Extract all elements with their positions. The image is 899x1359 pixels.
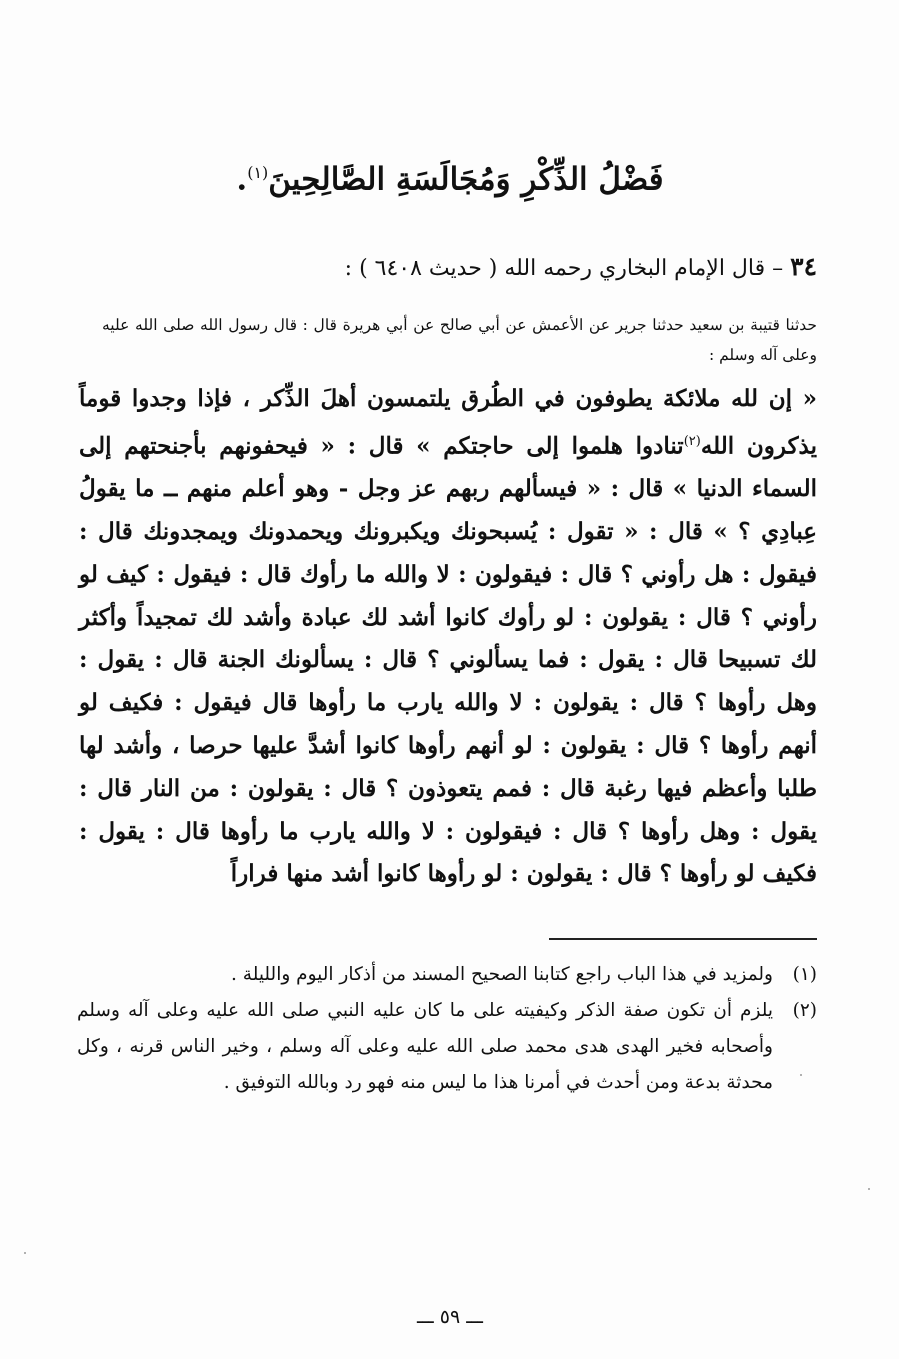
footnotes (77, 957, 817, 1101)
scan-speck (800, 1074, 802, 1076)
title-footnote-ref: (١) (247, 163, 269, 182)
footnote-text: ولمزيد في هذا الباب راجع كتابنا الصحيح المسند من أذكار اليوم والليلة . (231, 964, 773, 985)
page-number: ـــ ٥٩ ـــ (417, 1306, 483, 1328)
footnote-1 (77, 957, 817, 993)
matn-text-part2: تنادوا هلموا إلى حاجتكم » قال : « فيحفونهم بأجنحتهم إلى السماء الدنيا » قال : « فيسألهم ربهم عز وجل - وهو أعلم منهم ــ ما يقولُ عِبادِي ؟ » قال : « تقول : يُسبحونك ويكبرونك ويحمدونك ويمجدونك قال : فيقول : هل رأوني ؟ قال : فيقولون : لا والله ما رأوك قال : فيقول : كيف لو رأوني ؟ قال : يقولون : لو رأوك كانوا أشد لك عبادة وأشد لك تمجيداً وأكثر لك تسبيحا قال : يقول : فما يسألوني ؟ قال : يسألونك الجنة قال : يقول : وهل رأوها ؟ قال : يقولون : لا والله يارب ما رأوها قال فيقول : فكيف لو أنهم رأوها ؟ قال : يقولون : لو أنهم رأوها كانوا أشدَّ عليها حرصا ، وأشد لها طلبا وأعظم فيها رغبة قال : فمم يتعوذون ؟ قال : يقولون : من النار قال : يقول : وهل رأوها ؟ قال : فيقولون : لا والله يارب ما رأوها قال : يقول : فكيف لو رأوها ؟ قال : يقولون : لو رأوها كانوا أشد منها فراراً (79, 432, 817, 888)
footnote-text: يلزم أن تكون صفة الذكر وكيفيته على ما كان عليه النبي صلى الله عليه وعلى آله وسلم وأصحابه فخير الهدى هدى محمد صلى الله عليه وعلى آله وسلم ، وخير الناس قرنه ، وكل محدثة بدعة ومن أحدث في أمرنا هذا ما ليس منه فهو رد وبالله التوفيق . (77, 1000, 773, 1093)
matn-text-part1: « إن لله ملائكة يطوفون في الطُرق يلتمسون أهلَ الذِّكر ، فإذا وجدوا قوماً يذكرون الله (79, 385, 817, 460)
scan-speck (868, 1188, 870, 1190)
footnote-separator (549, 938, 817, 940)
hadith-isnad: حدثنا قتيبة بن سعيد حدثنا جرير عن الأعمش عن أبي صالح عن أبي هريرة قال : قال رسول الله صلى الله عليه وعلى آله وسلم : (102, 316, 817, 364)
scan-speck (24, 1252, 26, 1254)
chapter-title (180, 148, 720, 204)
chapter-title-text: فَضْلُ الذِّكْرِ وَمُجَالَسَةِ الصَّالِحِينَ (268, 161, 664, 198)
title-end-mark: . (236, 161, 248, 198)
footnote-number: (٢) (792, 1000, 817, 1021)
matn-footnote-ref: (٢) (683, 433, 701, 449)
hadith-matn (79, 378, 817, 896)
hadith-number: ٣٤ (790, 252, 817, 281)
footnote-2 (77, 993, 817, 1101)
hadith-intro: قال الإمام البخاري رحمه الله ( حديث ٦٤٠٨ ) : (344, 256, 766, 281)
hadith-dash: – (772, 256, 784, 281)
footnote-number: (١) (792, 964, 817, 985)
hadith-header (77, 248, 817, 288)
